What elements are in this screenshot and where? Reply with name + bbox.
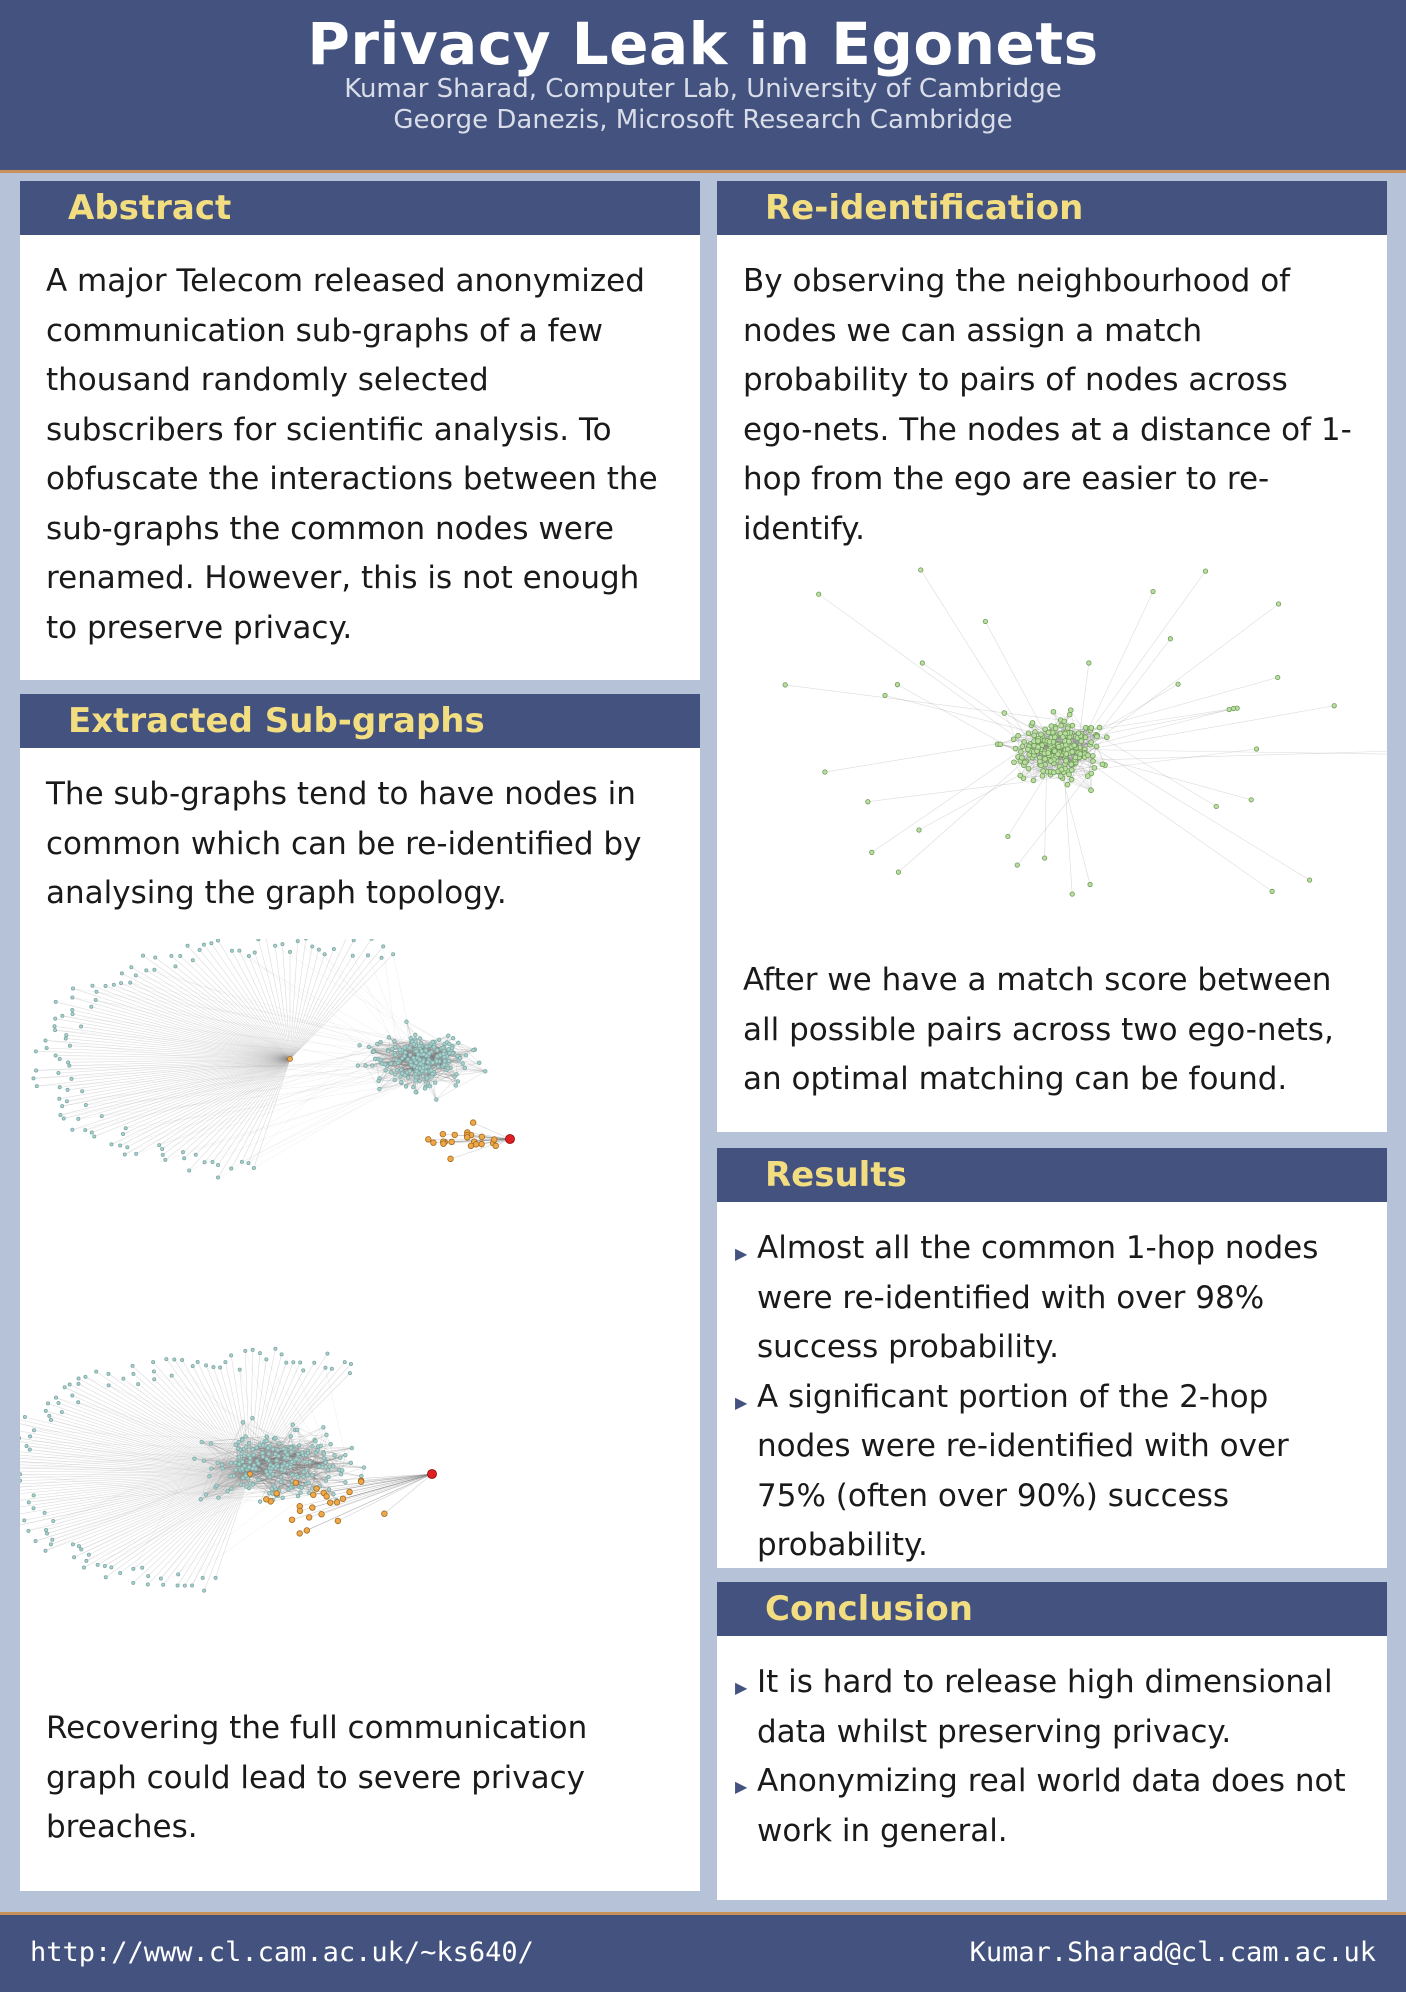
bullet-arrow-icon: ▶ [735,1373,747,1433]
email-link[interactable]: Kumar.Sharad@cl.cam.ac.uk [970,1937,1376,1968]
results-item: ▶ A significant portion of the 2-hop nodes were re-identified with over 75% (often over 90%) success probability. [735,1373,1361,1571]
poster-title: Privacy Leak in Egonets [0,0,1406,74]
results-heading: Results [717,1148,1387,1202]
results-list [735,1224,1361,1571]
results-block [717,1148,1387,1568]
bullet-arrow-icon: ▶ [735,1658,747,1718]
author-line-2: George Danezis, Microsoft Research Cambridge [0,105,1406,136]
extracted-subgraphs-block [20,694,700,1891]
egonet-figure [717,561,1387,941]
abstract-heading: Abstract [20,181,700,235]
conclusion-block [717,1582,1387,1900]
conclusion-item: ▶ It is hard to release high dimensional data whilst preserving privacy. [735,1658,1361,1757]
conclusion-heading: Conclusion [717,1582,1387,1636]
extracted-subgraphs-heading: Extracted Sub-graphs [20,694,700,748]
extracted-text-2: Recovering the full communication graph could lead to severe privacy breaches. [46,1704,674,1853]
author-line-1: Kumar Sharad, Computer Lab, University of Cambridge [0,74,1406,105]
bullet-arrow-icon: ▶ [735,1757,747,1817]
results-item: ▶ Almost all the common 1-hop nodes were re-identified with over 98% success probability. [735,1224,1361,1373]
poster-footer [0,1912,1406,1992]
subgraph-figure-1 [20,939,700,1309]
reidentification-block [717,181,1387,1132]
reidentification-heading: Re-identification [717,181,1387,235]
subgraph-figure-2 [20,1324,700,1694]
bullet-arrow-icon: ▶ [735,1224,747,1284]
conclusion-list [735,1658,1361,1856]
reid-text-2: After we have a match score between all possible pairs across two ego-nets, an optimal matching can be found. [743,956,1361,1105]
poster-header [0,0,1406,173]
abstract-block [20,181,700,680]
conclusion-item: ▶ Anonymizing real world data does not work in general. [735,1757,1361,1856]
homepage-link[interactable]: http://www.cl.cam.ac.uk/~ks640/ [30,1937,534,1968]
abstract-text: A major Telecom released anonymized communication sub-graphs of a few thousand randomly selected subscribers for scientific analysis. To obfuscate the interactions between the sub-graphs the common nodes were renamed. However, this is not enough to preserve privacy. [46,257,674,653]
extracted-text-1: The sub-graphs tend to have nodes in common which can be re-identified by analysing the graph topology. [46,770,674,919]
reid-text-1: By observing the neighbourhood of nodes we can assign a match probability to pairs of nodes across ego-nets. The nodes at a distance of 1-hop from the ego are easier to re-identify. [743,257,1361,554]
